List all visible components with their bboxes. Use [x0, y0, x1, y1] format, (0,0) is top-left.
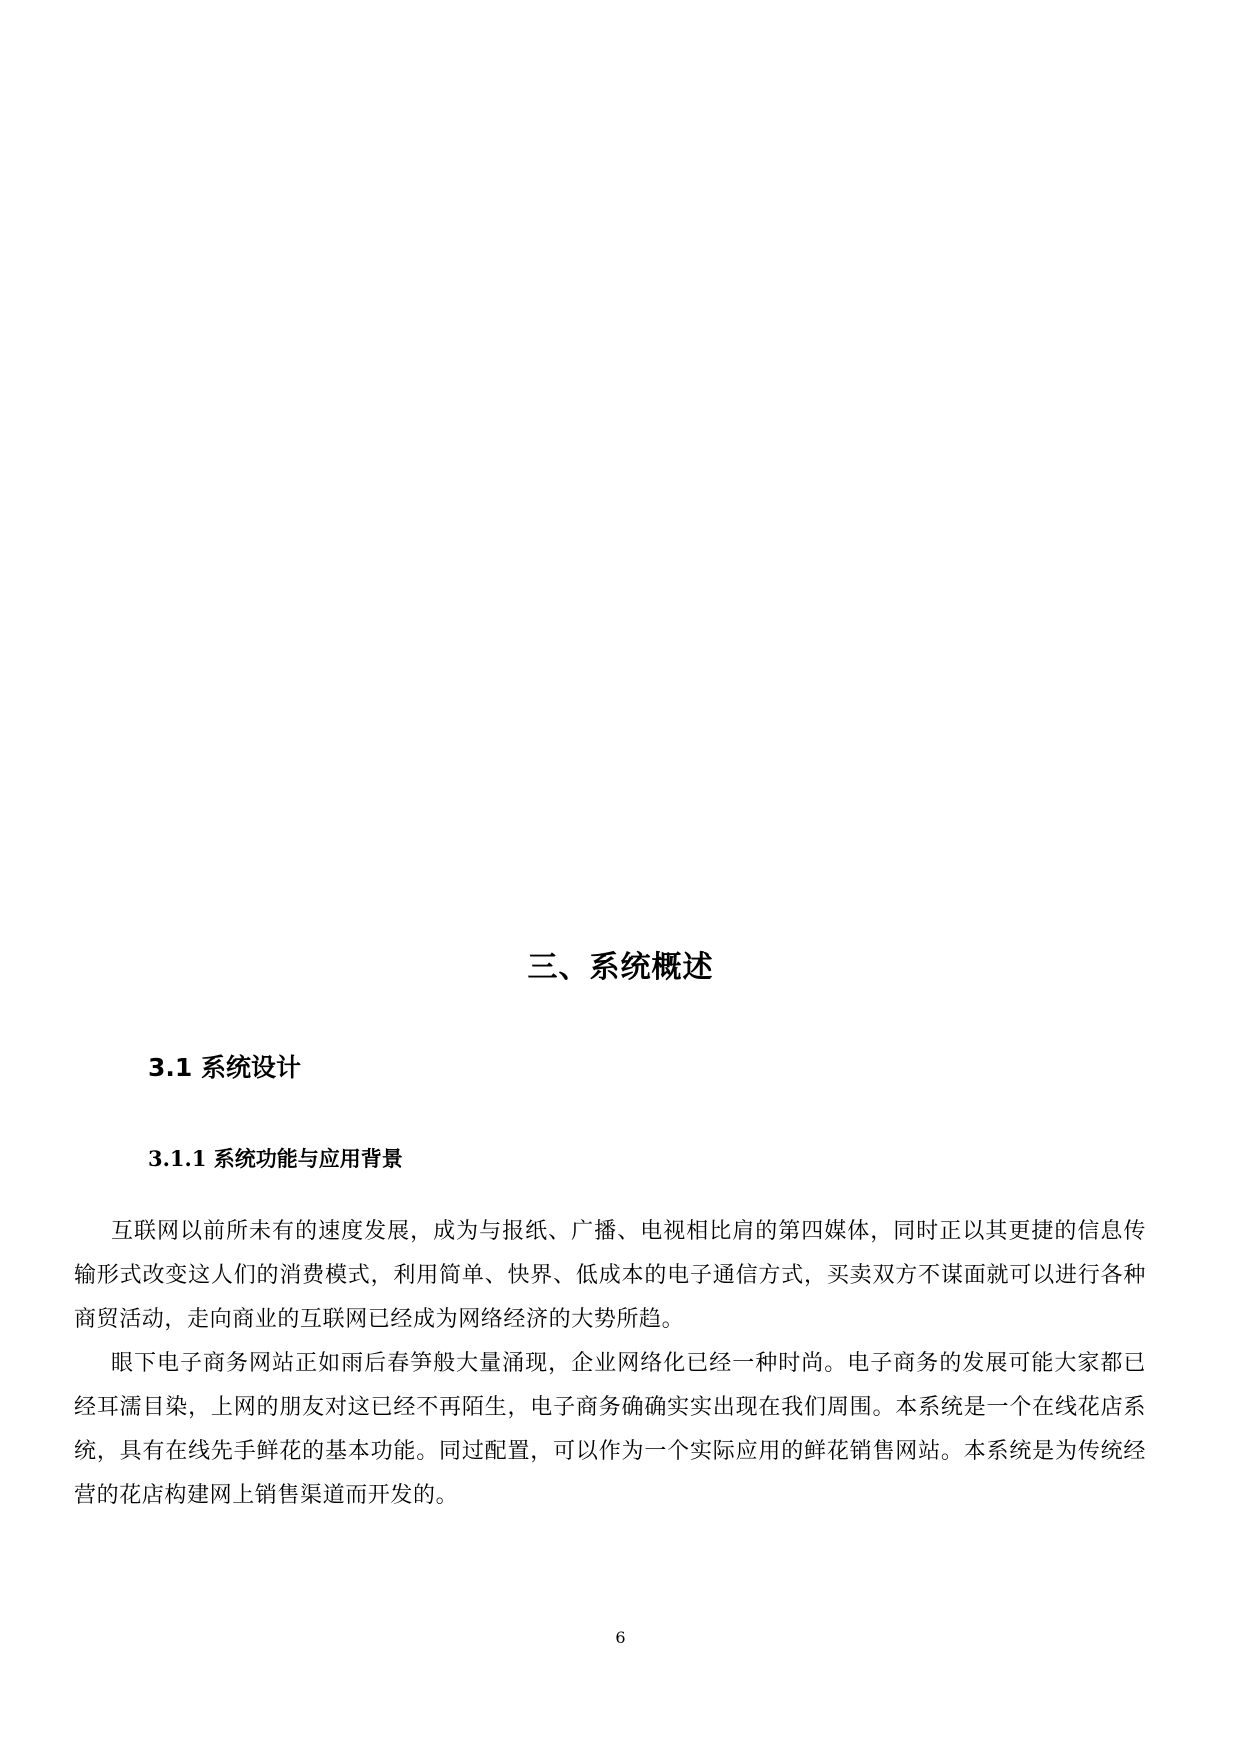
- subsection-title: 3.1.1 系统功能与应用背景: [148, 1146, 403, 1171]
- section-title: 3.1 系统设计: [148, 1053, 301, 1082]
- paragraph: 互联网以前所未有的速度发展，成为与报纸、广播、电视相比肩的第四媒体，同时正以其更捷的信息传输形式改变这人们的消费模式，利用简单、快界、低成本的电子通信方式，买卖双方不谋面就可以进行各种商贸活动，走向商业的互联网已经成为网络经济的大势所趋。: [74, 1219, 1146, 1332]
- body-text: [74, 1210, 1146, 1518]
- page-number: 6: [615, 1628, 626, 1647]
- paragraph: 眼下电子商务网站正如雨后春笋般大量涌现，企业网络化已经一种时尚。电子商务的发展可能大家都已经耳濡目染，上网的朋友对这已经不再陌生，电子商务确确实实出现在我们周围。本系统是一个在线花店系统，具有在线先手鲜花的基本功能。同过配置，可以作为一个实际应用的鲜花销售网站。本系统是为传统经营的花店构建网上销售渠道而开发的。: [74, 1351, 1146, 1508]
- chapter-title: 三、系统概述: [527, 950, 714, 985]
